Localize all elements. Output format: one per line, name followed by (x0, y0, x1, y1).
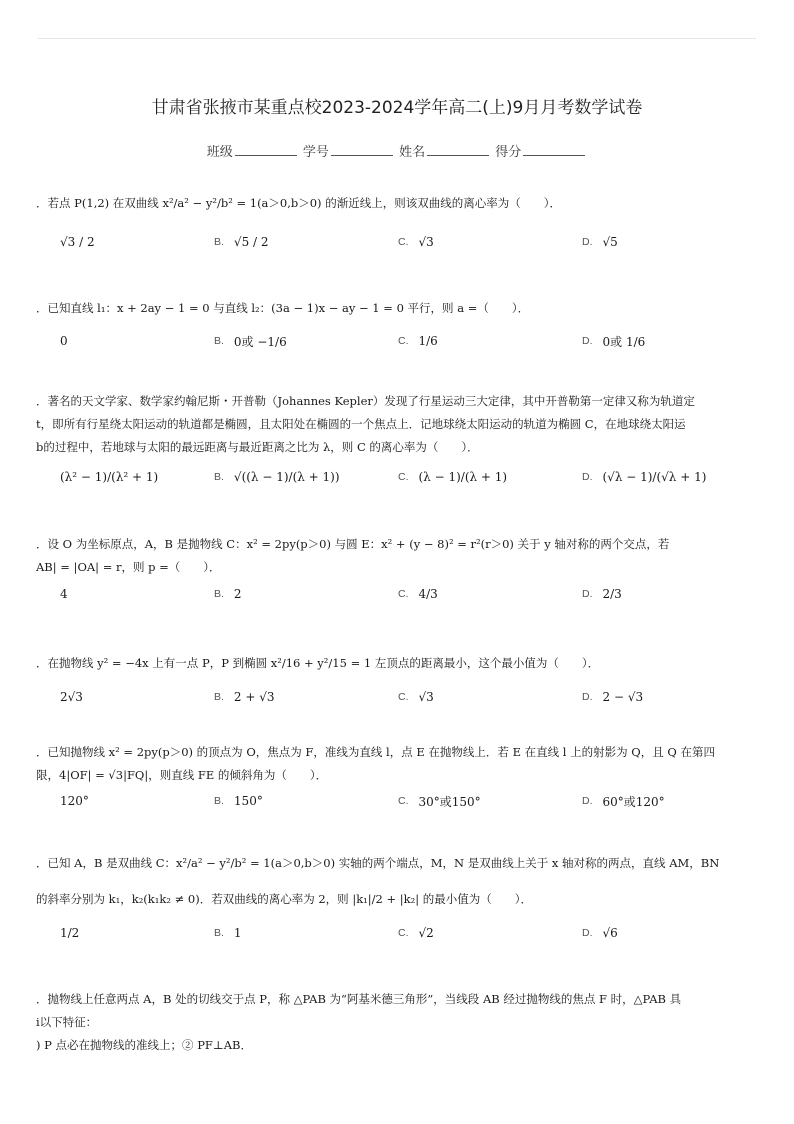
question-text: ．著名的天文学家、数学家约翰尼斯・开普勒（Johannes Kepler）发现了行星运动三大定律，其中开普勒第一定律又称为轨道定 (36, 394, 695, 408)
student-info-line (0, 141, 794, 160)
question-text: ．设 O 为坐标原点，A，B 是抛物线 C：x² = 2py(p＞0) 与圆 E：x² + (y − 8)² = r²(r＞0) 关于 y 轴对称的两个交点，若 (36, 537, 670, 551)
question-text: ．已知直线 l₁：x + 2ay − 1 = 0 与直线 l₂：(3a − 1)x − ay − 1 = 0 平行，则 a =（ ）． (36, 301, 530, 315)
options-4 (36, 577, 758, 611)
page-title: 甘肃省张掖市某重点校2023-2024学年高二(上)9月月考数学试卷 (151, 98, 643, 118)
option-c[interactable]: C. 4/3 (398, 587, 438, 601)
option-d[interactable]: D. 0或 1/6 (582, 334, 646, 349)
option-d[interactable]: D. 2 − √3 (582, 690, 644, 704)
class-blank[interactable] (235, 143, 297, 156)
question-text: ) P 点必在抛物线的准线上；② PF⊥AB． (36, 1038, 252, 1052)
question-text: t，即所有行星绕太阳运动的轨道都是椭圆，且太阳处在椭圆的一个焦点上．记地球绕太阳运动的轨道为椭圆 C，在地球绕太阳运 (36, 417, 686, 431)
question-2 (36, 297, 758, 320)
question-3 (36, 390, 758, 459)
question-text: ．若点 P(1,2) 在双曲线 x²/a² − y²/b² = 1(a＞0,b＞0) 的渐近线上，则该双曲线的离心率为（ ）． (36, 196, 561, 210)
question-text: ．已知 A，B 是双曲线 C：x²/a² − y²/b² = 1(a＞0,b＞0) 实轴的两个端点，M，N 是双曲线上关于 x 轴对称的两点，直线 AM，BN (36, 856, 720, 870)
option-b[interactable]: B. 2 + √3 (214, 690, 275, 704)
option-d[interactable]: D. 60°或120° (582, 794, 665, 809)
options-1 (36, 225, 758, 259)
option-a[interactable]: (λ² − 1)/(λ² + 1) (60, 470, 159, 484)
option-a[interactable]: 2√3 (60, 690, 83, 704)
name-blank[interactable] (427, 143, 489, 156)
options-6 (36, 784, 758, 818)
question-5 (36, 652, 758, 675)
class-label: 班级 (206, 145, 233, 160)
question-text: AB| = |OA| = r，则 p =（ ）． (36, 560, 221, 574)
question-4 (36, 533, 758, 579)
question-text: 限，4|OF| = √3|FQ|，则直线 FE 的倾斜角为（ ）． (36, 768, 328, 782)
option-b[interactable]: B. √((λ − 1)/(λ + 1)) (214, 470, 340, 484)
question-text: 的斜率分别为 k₁，k₂(k₁k₂ ≠ 0)．若双曲线的离心率为 2，则 |k₁|/2 + |k₂| 的最小值为（ ）． (36, 892, 533, 906)
options-3 (36, 460, 758, 494)
question-1 (36, 192, 758, 215)
score-blank[interactable] (523, 143, 585, 156)
question-8 (36, 988, 758, 1057)
option-b[interactable]: B. 1 (214, 926, 242, 940)
option-a[interactable]: √3 / 2 (60, 235, 95, 249)
option-c[interactable]: C. √2 (398, 926, 434, 940)
options-7 (36, 916, 758, 950)
option-c[interactable]: C. (λ − 1)/(λ + 1) (398, 470, 508, 484)
options-5 (36, 680, 758, 714)
student-id-label: 学号 (302, 145, 329, 160)
option-c[interactable]: C. 1/6 (398, 334, 438, 348)
top-rule (38, 38, 756, 39)
option-b[interactable]: B. 150° (214, 794, 263, 808)
option-b[interactable]: B. 2 (214, 587, 242, 601)
question-text: ．在抛物线 y² = −4x 上有一点 P，P 到椭圆 x²/16 + y²/15 = 1 左顶点的距离最小，这个最小值为（ ）． (36, 656, 600, 670)
option-c[interactable]: C. √3 (398, 690, 434, 704)
question-7 (36, 852, 758, 911)
option-a[interactable]: 4 (60, 587, 68, 601)
option-d[interactable]: D. √5 (582, 235, 618, 249)
option-c[interactable]: C. √3 (398, 235, 434, 249)
option-d[interactable]: D. √6 (582, 926, 618, 940)
options-2 (36, 324, 758, 358)
option-a[interactable]: 1/2 (60, 926, 80, 940)
question-text: ．抛物线上任意两点 A，B 处的切线交于点 P，称 △PAB 为“阿基米德三角形”，当线段 AB 经过抛物线的焦点 F 时，△PAB 具 (36, 992, 682, 1006)
score-label: 得分 (495, 145, 522, 160)
option-d[interactable]: D. (√λ − 1)/(√λ + 1) (582, 470, 707, 484)
option-b[interactable]: B. 0或 −1/6 (214, 334, 287, 349)
option-d[interactable]: D. 2/3 (582, 587, 622, 601)
option-b[interactable]: B. √5 / 2 (214, 235, 269, 249)
student-id-blank[interactable] (331, 143, 393, 156)
question-6 (36, 741, 758, 787)
option-a[interactable]: 120° (60, 794, 89, 808)
question-text: b的过程中，若地球与太阳的最远距离与最近距离之比为 λ，则 C 的离心率为（ ）． (36, 440, 479, 454)
question-text: i以下特征： (36, 1015, 98, 1029)
question-text: ．已知抛物线 x² = 2py(p＞0) 的顶点为 O，焦点为 F，准线为直线 l，点 E 在抛物线上．若 E 在直线 l 上的射影为 Q，且 Q 在第四 (36, 745, 715, 759)
option-a[interactable]: 0 (60, 334, 68, 348)
option-c[interactable]: C. 30°或150° (398, 794, 481, 809)
name-label: 姓名 (399, 145, 426, 160)
